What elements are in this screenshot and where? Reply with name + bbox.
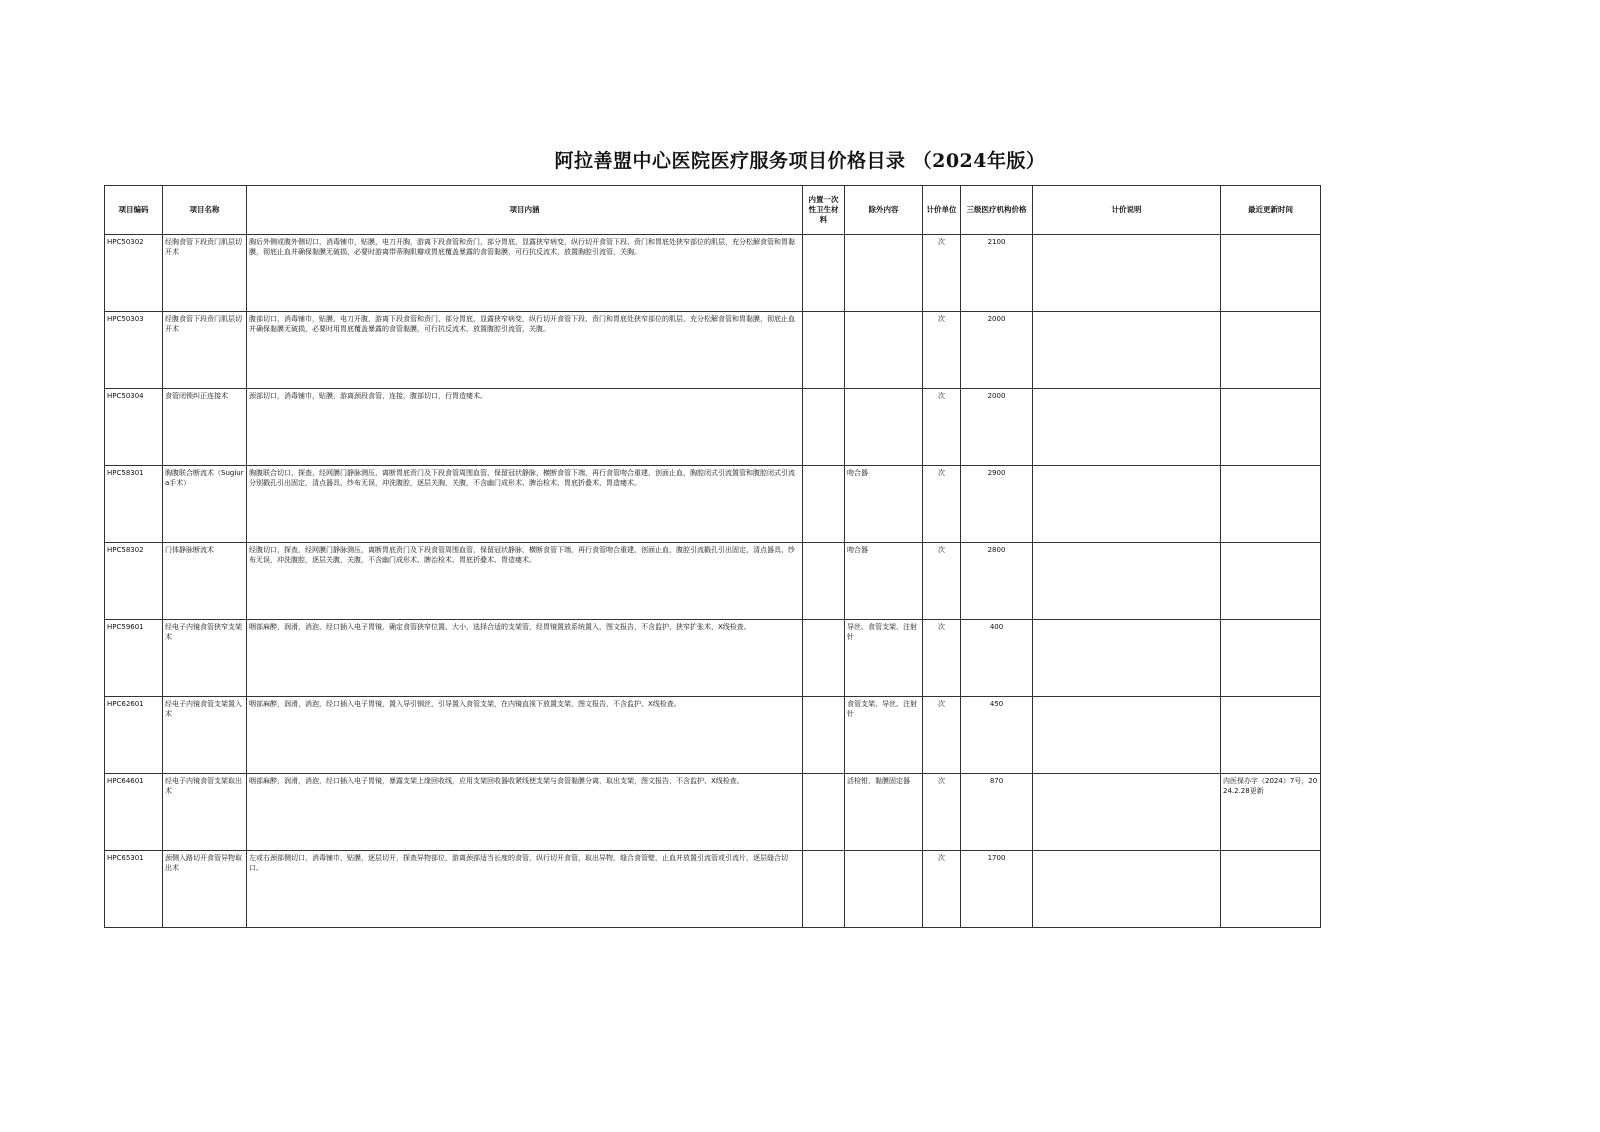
cell-material [803, 697, 845, 774]
cell-name: 经腹食管下段贲门肌层切开术 [163, 312, 247, 389]
cell-material [803, 389, 845, 466]
cell-exclude: 活检钳、黏膜固定器 [845, 774, 923, 851]
cell-updated [1221, 312, 1321, 389]
header-price: 三级医疗机构价格 [961, 186, 1033, 235]
table-row [105, 312, 1321, 389]
cell-desc [1033, 543, 1221, 620]
cell-unit: 次 [923, 774, 961, 851]
cell-price: 2100 [961, 235, 1033, 312]
cell-exclude [845, 851, 923, 928]
cell-name: 门体静脉断流术 [163, 543, 247, 620]
cell-price: 1700 [961, 851, 1033, 928]
cell-content: 颈部切口，消毒铺巾，贴膜，游离颈段食管，连接，腹部切口，行胃造瘘术。 [247, 389, 803, 466]
page-title: 阿拉善盟中心医院医疗服务项目价格目录 （2024年版） [554, 150, 1046, 172]
cell-desc [1033, 697, 1221, 774]
cell-unit: 次 [923, 235, 961, 312]
cell-material [803, 466, 845, 543]
cell-exclude [845, 312, 923, 389]
cell-unit: 次 [923, 851, 961, 928]
cell-material [803, 543, 845, 620]
cell-code: HPC50302 [105, 235, 163, 312]
header-exclude: 除外内容 [845, 186, 923, 235]
cell-code: HPC58301 [105, 466, 163, 543]
cell-desc [1033, 774, 1221, 851]
cell-name: 经电子内镜食管狭窄支架术 [163, 620, 247, 697]
cell-price: 400 [961, 620, 1033, 697]
cell-unit: 次 [923, 312, 961, 389]
cell-content: 腹部切口，消毒铺巾，贴膜，电刀开腹，游离下段食管和贲门，部分胃底，显露狭窄病变，纵行切开食管下段、贲门和胃底处狭窄部位的肌层，充分松解食管和胃黏膜，彻底止血并确保黏膜无破损，必要时用胃底覆盖暴露的食管黏膜，可行抗反流术，放置腹腔引流管，关腹。 [247, 312, 803, 389]
cell-name: 经电子内镜食管支架置入术 [163, 697, 247, 774]
cell-updated [1221, 543, 1321, 620]
cell-name: 颈侧入路切开食管异物取出术 [163, 851, 247, 928]
cell-price: 2900 [961, 466, 1033, 543]
cell-code: HPC59601 [105, 620, 163, 697]
table-row [105, 389, 1321, 466]
table-row [105, 774, 1321, 851]
cell-exclude [845, 389, 923, 466]
cell-desc [1033, 312, 1221, 389]
cell-exclude: 吻合器 [845, 543, 923, 620]
table-row [105, 466, 1321, 543]
cell-material [803, 235, 845, 312]
cell-code: HPC65301 [105, 851, 163, 928]
table-row [105, 235, 1321, 312]
cell-content: 咽部麻醉，润滑，消泡，经口插入电子胃镜，暴露支架上缘回收线，应用支架回收器收紧线使支架与食管黏膜分离，取出支架，图文报告，不含监护、X线检查。 [247, 774, 803, 851]
cell-price: 450 [961, 697, 1033, 774]
cell-updated [1221, 697, 1321, 774]
cell-content: 左或右颈部侧切口，消毒铺巾，贴膜，逐层切开，探查异物部位，游离颈部适当长度的食管，纵行切开食管，取出异物，缝合食管壁，止血并放置引流管或引流片，逐层缝合切口。 [247, 851, 803, 928]
cell-code: HPC50303 [105, 312, 163, 389]
cell-updated [1221, 466, 1321, 543]
cell-price: 870 [961, 774, 1033, 851]
cell-unit: 次 [923, 389, 961, 466]
cell-code: HPC64601 [105, 774, 163, 851]
table-row [105, 851, 1321, 928]
cell-desc [1033, 620, 1221, 697]
cell-unit: 次 [923, 543, 961, 620]
table-row [105, 697, 1321, 774]
table-header-row [105, 186, 1321, 235]
cell-material [803, 312, 845, 389]
cell-content: 胸腹联合切口，探查，经网膜门静脉测压，离断胃底贲门及下段食管周围血管，保留冠状静脉，横断食管下端，再行食管吻合重建，创面止血，胸腔闭式引流置管和腹腔闭式引流分别戳孔引出固定，清点器具、纱布无误，冲洗腹腔，逐层关胸，关腹，不含幽门成形术、脾治检术、胃底折叠术、胃造瘘术。 [247, 466, 803, 543]
cell-exclude: 食管支架、导丝、注射针 [845, 697, 923, 774]
header-updated: 最近更新时间 [1221, 186, 1321, 235]
cell-updated [1221, 389, 1321, 466]
cell-code: HPC50304 [105, 389, 163, 466]
table-row [105, 620, 1321, 697]
cell-desc [1033, 851, 1221, 928]
cell-updated [1221, 235, 1321, 312]
header-desc: 计价说明 [1033, 186, 1221, 235]
table-row [105, 543, 1321, 620]
cell-name: 食管闭锁纠正连接术 [163, 389, 247, 466]
cell-content: 咽部麻醉，润滑，消泡，经口插入电子胃镜，置入导引钢丝，引导置入食管支架，在内镜直视下放置支架，图文报告，不含监护、X线检查。 [247, 697, 803, 774]
cell-material [803, 774, 845, 851]
header-material: 内置一次性卫生材料 [803, 186, 845, 235]
cell-name: 经电子内镜食管支架取出术 [163, 774, 247, 851]
cell-exclude: 导丝、食管支架、注射针 [845, 620, 923, 697]
cell-unit: 次 [923, 697, 961, 774]
header-name: 项目名称 [163, 186, 247, 235]
cell-updated [1221, 851, 1321, 928]
price-table [104, 185, 1321, 928]
cell-updated: 内医保办字（2024）7号，2024.2.28更新 [1221, 774, 1321, 851]
cell-material [803, 851, 845, 928]
cell-unit: 次 [923, 466, 961, 543]
cell-content: 经腹切口，探查，经网膜门静脉测压，离断胃底贲门及下段食管周围血管，保留冠状静脉，横断食管下端，再行食管吻合重建，创面止血，腹腔引流戳孔引出固定，清点器具、纱布无误，冲洗腹腔，逐层关腹，关腹，不含幽门成形术、脾治检术、胃底折叠术、胃造瘘术。 [247, 543, 803, 620]
cell-price: 2000 [961, 312, 1033, 389]
cell-exclude: 吻合器 [845, 466, 923, 543]
cell-code: HPC58302 [105, 543, 163, 620]
header-unit: 计价单位 [923, 186, 961, 235]
cell-unit: 次 [923, 620, 961, 697]
header-content: 项目内涵 [247, 186, 803, 235]
cell-name: 经胸食管下段贲门肌层切开术 [163, 235, 247, 312]
cell-desc [1033, 466, 1221, 543]
cell-desc [1033, 389, 1221, 466]
cell-content: 咽部麻醉，润滑，消泡，经口插入电子胃镜，确定食管狭窄位置、大小，选择合适的支架管，经胃镜置放系统置入，图文报告，不含监护、狭窄扩张术、X线检查。 [247, 620, 803, 697]
cell-name: 胸腹联合断流术（Sugiura手术） [163, 466, 247, 543]
cell-desc [1033, 235, 1221, 312]
cell-price: 2800 [961, 543, 1033, 620]
cell-content: 胸后外侧或腹外侧切口，消毒铺巾，贴膜，电刀开胸，游离下段食管和贲门，部分胃底，显露狭窄病变，纵行切开食管下段、贲门和胃底处狭窄部位的肌层，充分松解食管和胃黏膜，彻底止血并确保黏膜无破损，必要时游离带蒂胸肌瓣或胃底覆盖暴露的食管黏膜，可行抗反流术，放置胸腔引流管，关胸。 [247, 235, 803, 312]
cell-exclude [845, 235, 923, 312]
cell-code: HPC62601 [105, 697, 163, 774]
header-code: 项目编码 [105, 186, 163, 235]
cell-material [803, 620, 845, 697]
cell-updated [1221, 620, 1321, 697]
cell-price: 2000 [961, 389, 1033, 466]
